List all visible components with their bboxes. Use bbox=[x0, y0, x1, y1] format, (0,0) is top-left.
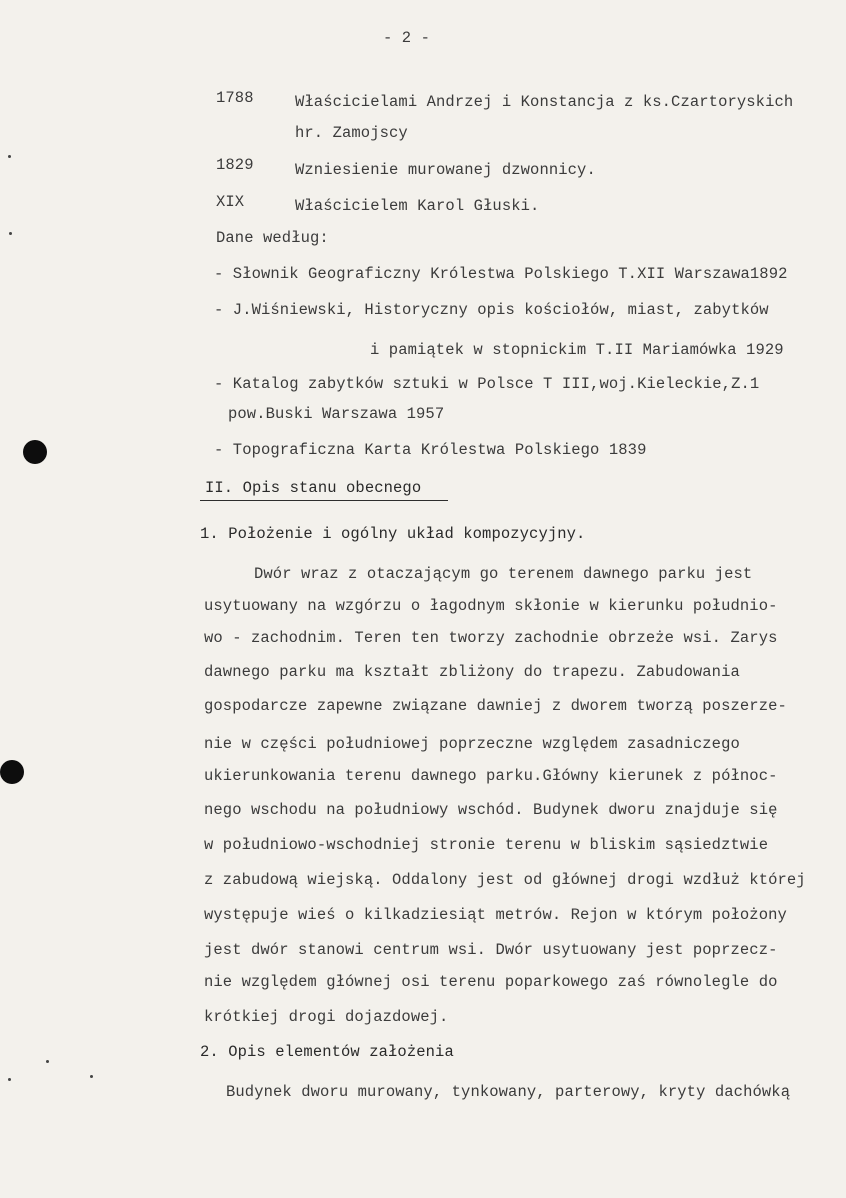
paragraph-line: występuje wieś o kilkadziesiąt metrów. Rejon w którym położony bbox=[204, 906, 787, 924]
history-text: Właścicielami Andrzej i Konstancja z ks.Czartoryskich bbox=[295, 93, 794, 111]
history-text: Wzniesienie murowanej dzwonnicy. bbox=[295, 161, 596, 179]
paragraph-line: gospodarcze zapewne związane dawniej z dworem tworzą poszerze- bbox=[204, 697, 787, 715]
history-year: 1829 bbox=[216, 156, 254, 174]
paragraph-line: ukierunkowania terenu dawnego parku.Główny kierunek z północ- bbox=[204, 767, 778, 785]
section-heading-underline bbox=[200, 500, 448, 501]
paragraph-line: Dwór wraz z otaczającym go terenem dawnego parku jest bbox=[254, 565, 753, 583]
paragraph-line: z zabudową wiejską. Oddalony jest od głównej drogi wzdłuż której bbox=[204, 871, 806, 889]
subsection-heading: 1. Położenie i ogólny układ kompozycyjny. bbox=[200, 525, 586, 543]
sources-heading: Dane według: bbox=[216, 229, 329, 247]
history-year: XIX bbox=[216, 193, 245, 211]
history-text: Właścicielem Karol Głuski. bbox=[295, 197, 540, 215]
paragraph-line: krótkiej drogi dojazdowej. bbox=[204, 1008, 449, 1026]
source-item-cont: pow.Buski Warszawa 1957 bbox=[228, 405, 445, 423]
paragraph-line: wo - zachodnim. Teren ten tworzy zachodnie obrzeże wsi. Zarys bbox=[204, 629, 778, 647]
history-text-cont: hr. Zamojscy bbox=[295, 124, 408, 142]
paragraph-line: dawnego parku ma kształt zbliżony do trapezu. Zabudowania bbox=[204, 663, 740, 681]
source-item: - Topograficzna Karta Królestwa Polskiego 1839 bbox=[214, 441, 647, 459]
subsection-heading: 2. Opis elementów założenia bbox=[200, 1043, 454, 1061]
paragraph-line: nie w części południowej poprzeczne względem zasadniczego bbox=[204, 735, 740, 753]
source-item: - Słownik Geograficzny Królestwa Polskiego T.XII Warszawa1892 bbox=[214, 265, 788, 283]
source-item: - J.Wiśniewski, Historyczny opis kościołów, miast, zabytków bbox=[214, 301, 769, 319]
speck bbox=[9, 232, 12, 235]
page-number: - 2 - bbox=[383, 29, 431, 47]
history-year: 1788 bbox=[216, 89, 254, 107]
paragraph-line: jest dwór stanowi centrum wsi. Dwór usytuowany jest poprzecz- bbox=[204, 941, 778, 959]
paragraph-line: nie względem głównej osi terenu poparkowego zaś równolegle do bbox=[204, 973, 778, 991]
section-heading: II. Opis stanu obecnego bbox=[205, 479, 422, 497]
speck bbox=[8, 155, 11, 158]
punch-hole-bottom bbox=[0, 760, 24, 784]
punch-hole-top bbox=[23, 440, 47, 464]
speck bbox=[90, 1075, 93, 1078]
speck bbox=[8, 1078, 11, 1081]
source-item-cont: i pamiątek w stopnickim T.II Mariamówka 1929 bbox=[370, 341, 784, 359]
speck bbox=[46, 1060, 49, 1063]
paragraph-line: nego wschodu na południowy wschód. Budynek dworu znajduje się bbox=[204, 801, 778, 819]
paragraph-line: usytuowany na wzgórzu o łagodnym skłonie w kierunku południo- bbox=[204, 597, 778, 615]
paragraph-line: w południowo-wschodniej stronie terenu w bliskim sąsiedztwie bbox=[204, 836, 769, 854]
paragraph-line: Budynek dworu murowany, tynkowany, parterowy, kryty dachówką bbox=[226, 1083, 791, 1101]
source-item: - Katalog zabytków sztuki w Polsce T III,woj.Kieleckie,Z.1 bbox=[214, 375, 760, 393]
